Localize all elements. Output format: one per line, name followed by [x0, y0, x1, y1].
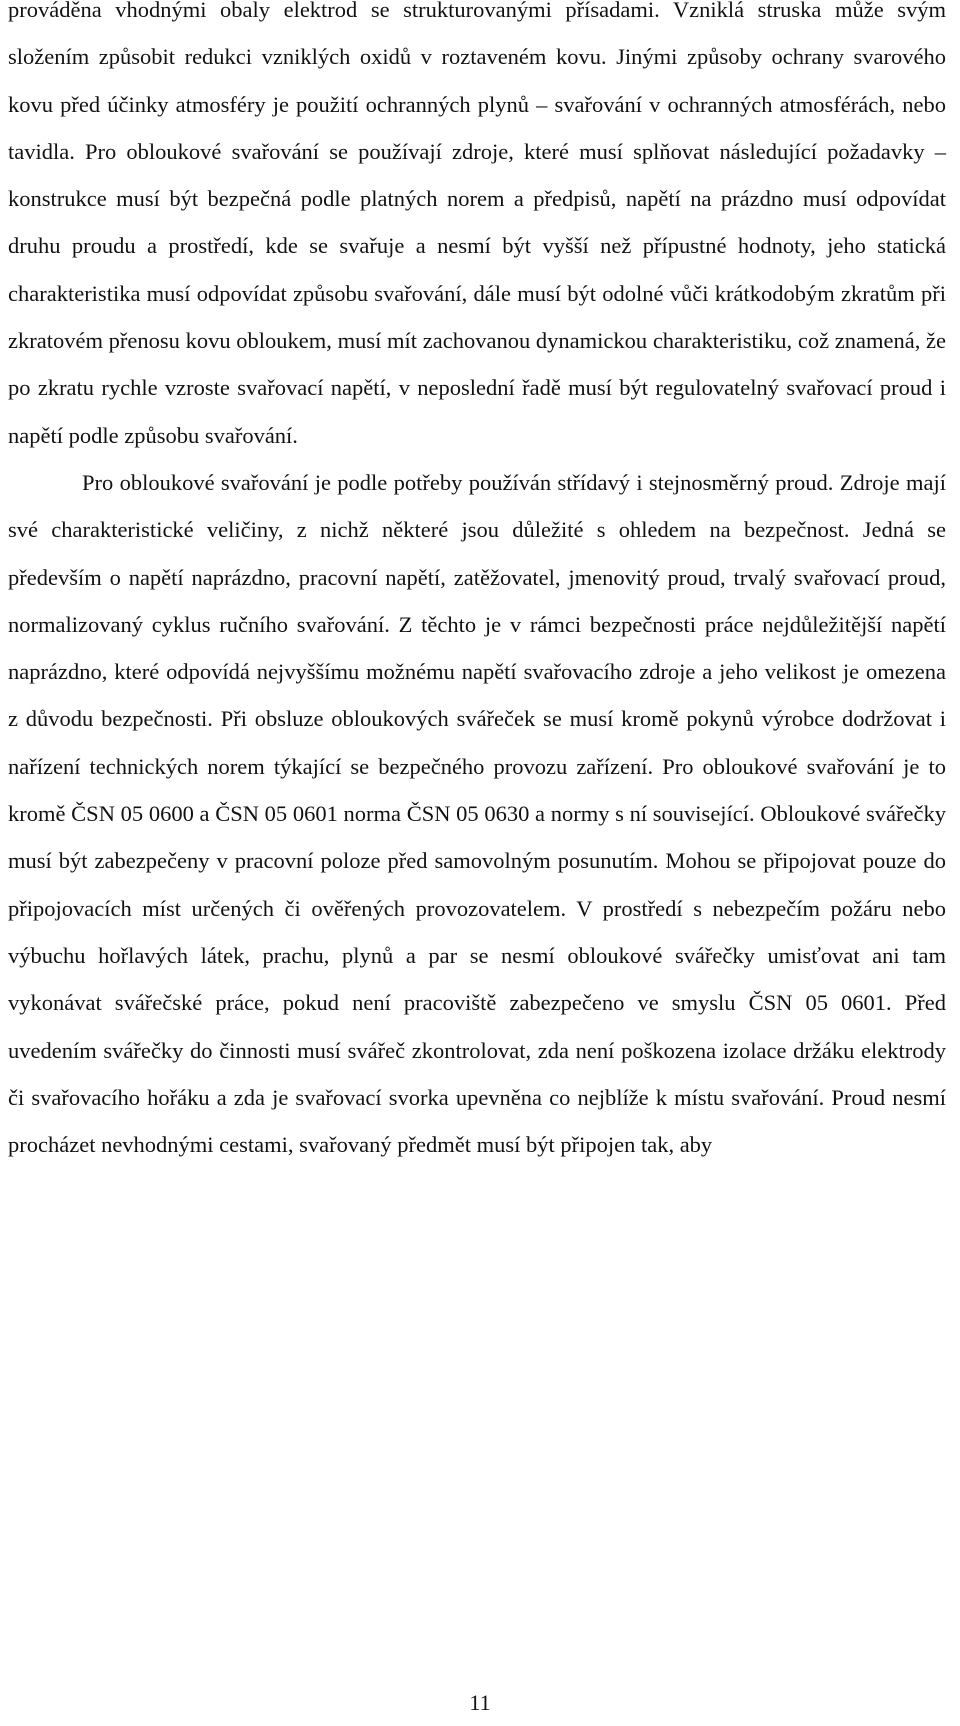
paragraph-continued: prováděna vhodnými obaly elektrod se strukturovanými přísadami. Vzniklá struska může svým složením způsobit redukci vzniklých oxidů v roztaveném kovu. Jinými způsoby ochrany svarového kovu před účinky atmosféry je použití ochranných plynů – svařování v ochranných atmosférách, nebo tavidla. Pro obloukové svařování se používají zdroje, které musí splňovat následující požadavky – konstrukce musí být bezpečná podle platných norem a předpisů, napětí na prázdno musí odpovídat druhu proudu a prostředí, kde se svařuje a nesmí být vyšší než přípustné hodnoty, jeho statická charakteristika musí odpovídat způsobu svařování, dále musí být odolné vůči krátkodobým zkratům při zkratovém přenosu kovu obloukem, musí mít zachovanou dynamickou charakteristiku, což znamená, že po zkratu rychle vzroste svařovací napětí, v neposlední řadě musí být regulovatelný svařovací proud i napětí podle způsobu svařování. [8, 0, 946, 448]
body-text [8, 0, 946, 1168]
paragraph-power-sources: Pro obloukové svařování je podle potřeby používán střídavý i stejnosměrný proud. Zdroje mají své charakteristické veličiny, z nichž některé jsou důležité s ohledem na bezpečnost. Jedná se především o napětí naprázdno, pracovní napětí, zatěžovatel, jmenovitý proud, trvalý svařovací proud, normalizovaný cyklus ručního svařování. Z těchto je v rámci bezpečnosti práce nejdůležitější napětí naprázdno, které odpovídá nejvyššímu možnému napětí svařovacího zdroje a jeho velikost je omezena z důvodu bezpečnosti. Při obsluze obloukových svářeček se musí kromě pokynů výrobce dodržovat i nařízení technických norem týkající se bezpečného provozu zařízení. Pro obloukové svařování je to kromě ČSN 05 0600 a ČSN 05 0601 norma ČSN 05 0630 a normy s ní související. Obloukové svářečky musí být zabezpečeny v pracovní poloze před samovolným posunutím. Mohou se připojovat pouze do připojovacích míst určených či ověřených provozovatelem. V prostředí s nebezpečím požáru nebo výbuchu hořlavých látek, prachu, plynů a par se nesmí obloukové svářečky umisťovat ani tam vykonávat svářečské práce, pokud není pracoviště zabezpečeno ve smyslu ČSN 05 0601. Před uvedením svářečky do činnosti musí svářeč zkontrolovat, zda není poškozena izolace držáku elektrody či svařovacího hořáku a zda je svařovací svorka upevněna co nejblíže k místu svařování. Proud nesmí procházet nevhodnými cestami, svařovaný předmět musí být připojen tak, aby [8, 469, 946, 1158]
page-number: 11 [469, 1690, 491, 1715]
